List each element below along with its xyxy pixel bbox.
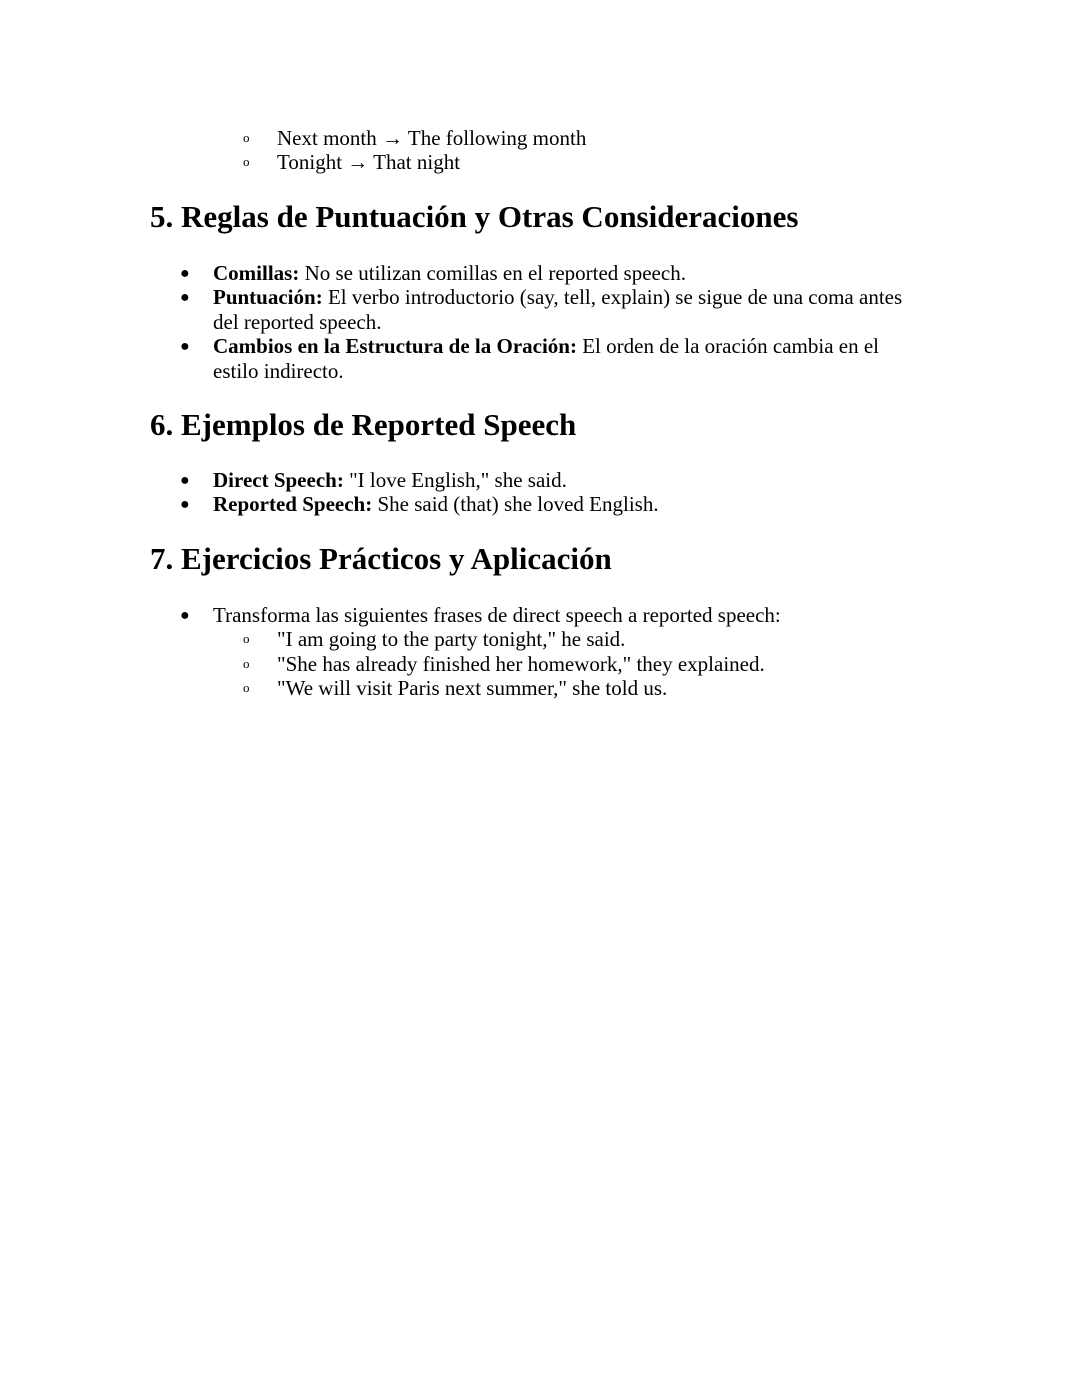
section-heading: 6. Ejemplos de Reported Speech (150, 407, 577, 442)
bullet: ● (180, 265, 190, 282)
item-label: Direct Speech: (213, 468, 344, 492)
item-label: Cambios en la Estructura de la Oración: (213, 334, 577, 358)
bullet: ● (180, 289, 190, 306)
item-label: Reported Speech: (213, 492, 373, 516)
item-label: Comillas: (213, 261, 300, 285)
item-text: She said (that) she loved English. (372, 492, 659, 516)
item-text: "I love English," she said. (343, 468, 567, 492)
exercise-item: "We will visit Paris next summer," she told us. (277, 676, 668, 700)
list-item (213, 334, 903, 384)
bullet: ● (180, 472, 190, 489)
list-item: Transforma las siguientes frases de direct speech a reported speech: (213, 603, 781, 627)
item-text: El orden de la oración cambia en el estilo indirecto. (213, 334, 880, 383)
sub-bullet: o (243, 656, 250, 671)
sub-bullet: o (243, 680, 250, 695)
exercise-item: "I am going to the party tonight," he said. (277, 627, 626, 651)
sub-bullet: o (243, 154, 250, 169)
item-label: Puntuación: (213, 285, 323, 309)
section-heading: 5. Reglas de Puntuación y Otras Consideraciones (150, 199, 799, 234)
list-item (213, 468, 567, 493)
bullet: ● (180, 338, 190, 355)
bullet: ● (180, 496, 190, 513)
sub-bullet: o (243, 631, 250, 646)
list-item (213, 261, 686, 286)
exercise-item: "She has already finished her homework," they explained. (277, 652, 765, 676)
list-item: Next month → The following month (277, 126, 587, 150)
sub-bullet: o (243, 130, 250, 145)
item-text: El verbo introductorio (say, tell, explain) se sigue de una coma antes del reported speech. (213, 285, 903, 334)
section-heading: 7. Ejercicios Prácticos y Aplicación (150, 541, 612, 576)
list-item: Tonight → That night (277, 150, 461, 174)
list-item (213, 285, 918, 335)
list-item (213, 492, 659, 517)
bullet: ● (180, 607, 190, 624)
item-text: No se utilizan comillas en el reported speech. (299, 261, 686, 285)
